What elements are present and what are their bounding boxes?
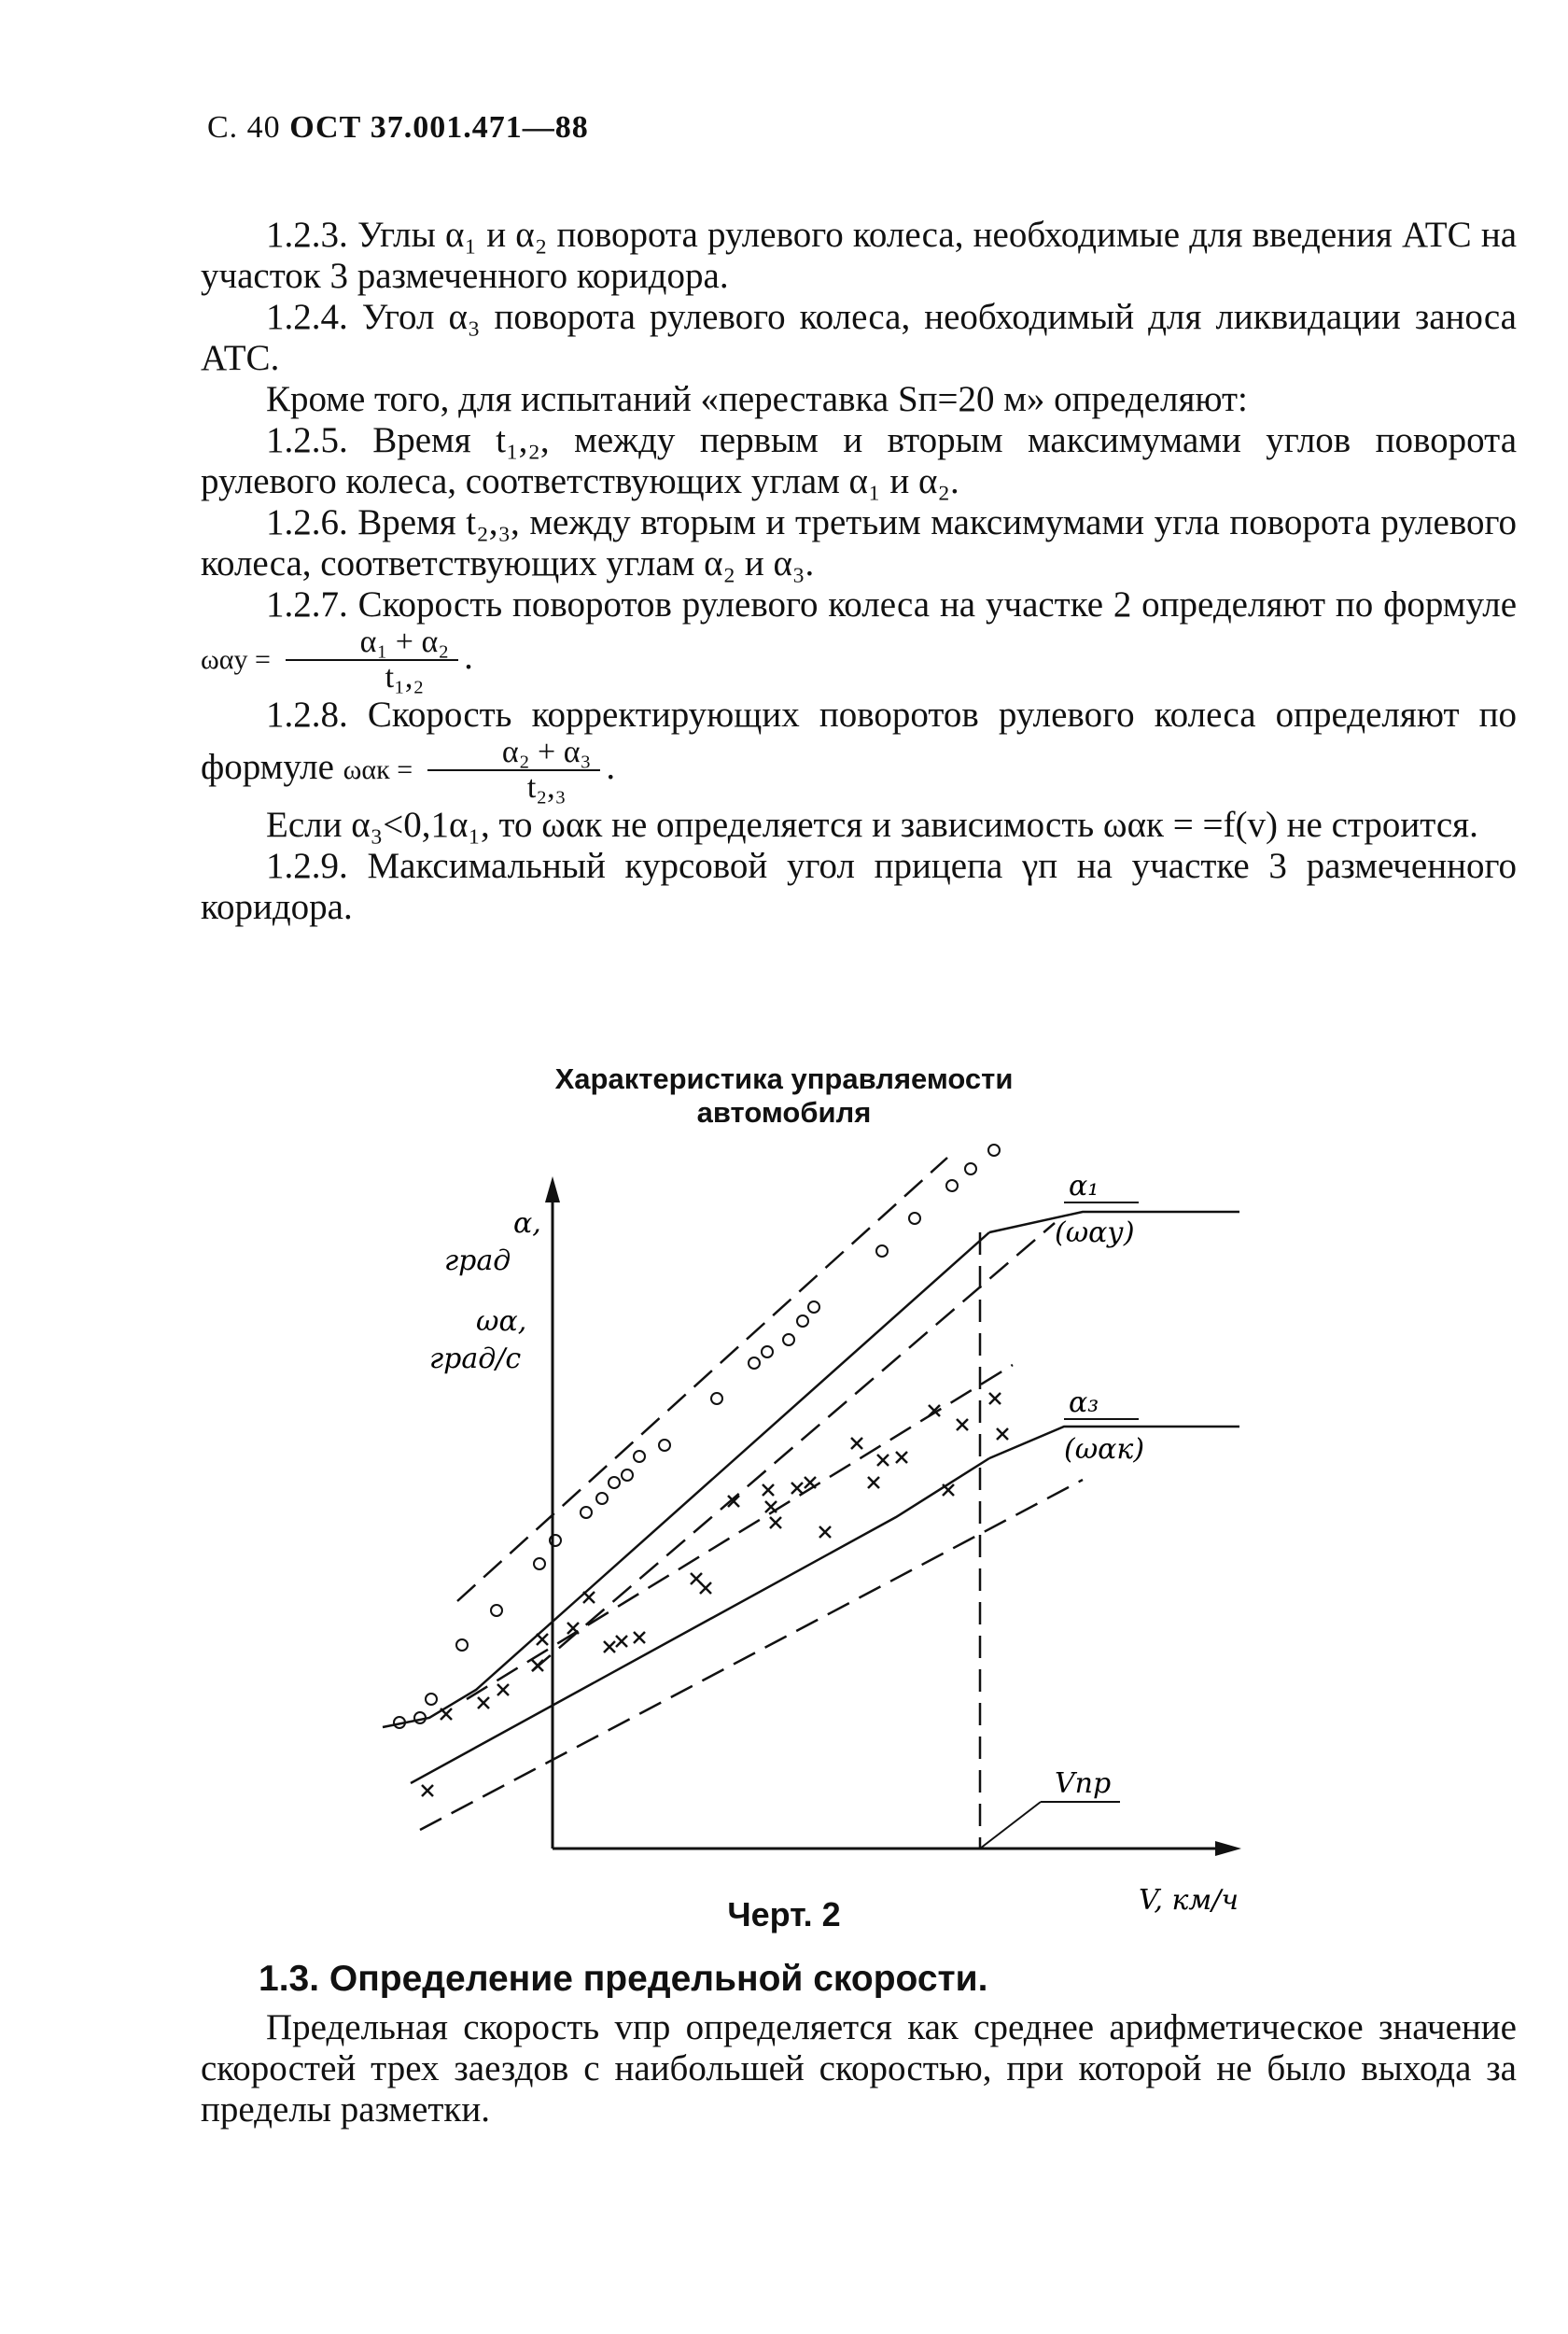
data-point xyxy=(997,1428,1008,1440)
curve-alpha1-dashed-lower xyxy=(532,1223,1055,1671)
data-point xyxy=(763,1484,774,1496)
x-axis-arrow xyxy=(1215,1841,1241,1856)
formula-1 xyxy=(286,626,459,695)
section-text xyxy=(201,2007,1517,2130)
data-point xyxy=(622,1469,633,1481)
formula-2-lhs: ωαк = xyxy=(343,753,413,785)
chart-title xyxy=(0,1062,1568,1130)
y-label-alpha: α, xyxy=(513,1207,541,1240)
formula-2-numerator: α₂ + α₃ xyxy=(427,736,601,771)
data-point xyxy=(783,1334,794,1345)
chart-title-line-1: Характеристика управляемости xyxy=(554,1062,1014,1095)
curve-alpha1-sublabel: (ωαу) xyxy=(1055,1216,1135,1249)
paragraph-1-2-5: 1.2.5. Время t₁,₂, между первым и вторым максимумами углов поворота рулевого колеса, соответствующих углам α₁ и α₂. xyxy=(201,420,1517,501)
data-point xyxy=(868,1477,879,1488)
paragraph-1-2-7-text: 1.2.7. Скорость поворотов рулевого колеса на участке 2 определяют по формуле xyxy=(266,584,1517,625)
data-point xyxy=(965,1163,976,1174)
data-point xyxy=(989,1393,1001,1404)
x-label: V, км/ч xyxy=(1139,1884,1239,1917)
curve-alpha3-solid xyxy=(411,1458,989,1783)
y-axis-arrow xyxy=(545,1176,560,1202)
data-point xyxy=(609,1477,620,1488)
data-point xyxy=(634,1451,645,1462)
paragraph-1-2-8-text: 1.2.8. Скорость корректирующих поворотов рулевого колеса определяют по формуле xyxy=(201,695,1517,787)
data-point xyxy=(426,1694,437,1705)
data-point xyxy=(604,1641,615,1652)
curve-alpha3-label: α₃ xyxy=(1069,1386,1099,1419)
paragraph-1-2-4: 1.2.4. Угол α₃ поворота рулевого колеса, необходимый для ликвидации заноса АТС. xyxy=(201,297,1517,378)
data-point xyxy=(749,1357,760,1369)
curve-alpha1-solid xyxy=(383,1232,989,1727)
data-point xyxy=(711,1393,722,1404)
body-text xyxy=(201,215,1517,928)
curve-alpha3-dashed-lower xyxy=(420,1480,1083,1830)
data-point xyxy=(851,1438,862,1449)
y-label-grad: град xyxy=(444,1244,511,1277)
data-point xyxy=(896,1452,907,1463)
data-point xyxy=(616,1636,627,1647)
figure-caption: Черт. 2 xyxy=(727,1895,841,1933)
lower-points xyxy=(422,1393,1008,1796)
data-point xyxy=(456,1639,468,1651)
data-point xyxy=(422,1785,433,1796)
data-point xyxy=(534,1558,545,1569)
standard-code: ОСТ 37.001.471—88 xyxy=(289,110,589,145)
data-point xyxy=(700,1582,711,1594)
data-point xyxy=(791,1483,803,1494)
data-point xyxy=(567,1623,579,1634)
data-point xyxy=(441,1708,452,1720)
formula-2-denominator: t₂,₃ xyxy=(526,770,567,805)
y-label-omega: ωα, xyxy=(476,1305,527,1338)
section-paragraph: Предельная скорость vпр определяется как среднее арифметическое значение скоростей трех заездов с наибольшей скоростью, при которой не было выхода за пределы разметки. xyxy=(201,2007,1517,2130)
data-point xyxy=(762,1346,773,1357)
y-label-grad-s: град/с xyxy=(429,1343,522,1375)
vlim-leader xyxy=(980,1802,1041,1849)
data-point xyxy=(537,1634,548,1645)
paragraph-1-2-3: 1.2.3. Углы α₁ и α₂ поворота рулевого колеса, необходимые для введения АТС на участок 3 размеченного коридора. xyxy=(201,215,1517,296)
data-point xyxy=(946,1180,958,1191)
curve-alpha1-label: α₁ xyxy=(1069,1170,1099,1202)
data-point xyxy=(943,1484,954,1496)
data-point xyxy=(596,1493,608,1504)
formula-2 xyxy=(427,736,601,805)
data-point xyxy=(808,1301,819,1313)
data-point xyxy=(491,1605,502,1616)
formula-1-numerator: α₁ + α₂ xyxy=(286,626,459,661)
data-point xyxy=(876,1245,888,1257)
data-point xyxy=(957,1419,968,1430)
paragraph-intro: Кроме того, для испытаний «переставка Sп=20 м» определяют: xyxy=(266,379,1248,419)
paragraph-1-2-6: 1.2.6. Время t₂,₃, между вторым и третьим максимумами угла поворота рулевого колеса, соответствующих углам α₂ и α₃. xyxy=(201,502,1517,584)
formula-1-denominator: t₁,₂ xyxy=(385,660,425,695)
data-point xyxy=(877,1455,889,1466)
section-title: 1.3. Определение предельной скорости. xyxy=(259,1959,988,1999)
paragraph-1-2-9: 1.2.9. Максимальный курсовой угол прицепа γп на участке 3 размеченного коридора. xyxy=(201,846,1517,927)
data-point xyxy=(532,1660,543,1671)
data-point xyxy=(797,1315,808,1327)
upper-points xyxy=(394,1145,1000,1728)
formula-1-lhs: ωαу = xyxy=(201,643,271,675)
page-number: С. 40 xyxy=(207,110,281,145)
data-point xyxy=(583,1592,595,1603)
data-point xyxy=(634,1632,645,1643)
data-point xyxy=(765,1501,777,1512)
data-point xyxy=(770,1517,781,1528)
data-point xyxy=(497,1684,509,1695)
paragraph-1-2-7: 1.2.7. Скорость поворотов рулевого колеса на участке 2 определяют по формуле ωαу = $\frac{\text{α₁ + α₂}}{\text{t₁,₂}}$ . xyxy=(201,584,1517,695)
chart-title-line-2: автомобиля xyxy=(696,1096,872,1129)
data-point xyxy=(805,1477,816,1488)
data-point xyxy=(819,1526,831,1538)
data-point xyxy=(659,1440,670,1451)
data-point xyxy=(988,1145,1000,1156)
paragraph-condition: Если α₃<0,1α₁, то ωαк не определяется и зависимость ωαк = =f(v) не строится. xyxy=(266,805,1478,845)
data-point xyxy=(581,1507,592,1518)
data-point xyxy=(909,1213,920,1224)
vlim-label: Vпр xyxy=(1055,1767,1112,1800)
curve-alpha3-sublabel: (ωαк) xyxy=(1064,1433,1145,1466)
data-point xyxy=(478,1697,489,1708)
page-header xyxy=(207,110,589,146)
paragraph-1-2-8: 1.2.8. Скорость корректирующих поворотов рулевого колеса определяют по формуле ωαк = $\frac{\text{α₂ + α₃}}{\text{t₂,₃}}$ . xyxy=(201,695,1517,805)
